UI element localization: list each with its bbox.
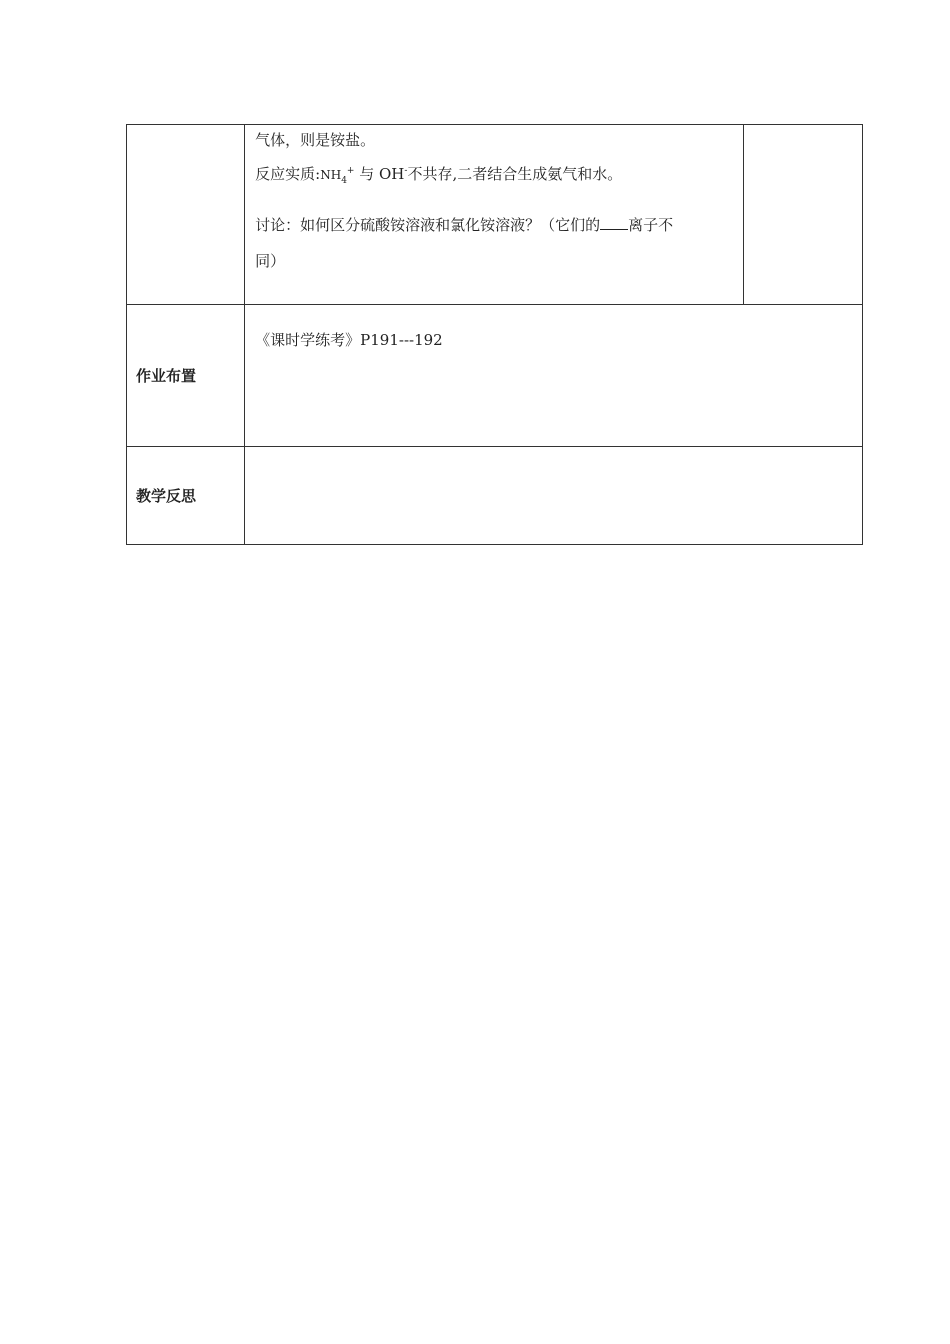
homework-content: 《课时学练考》P191---192 xyxy=(245,305,863,447)
discussion-suffix: 离子不 xyxy=(628,216,674,234)
content-cell-reaction xyxy=(245,125,744,305)
note-cell xyxy=(743,125,862,305)
table-row xyxy=(127,125,863,305)
text-line-discussion xyxy=(255,214,733,236)
discussion-prefix: 讨论：如何区分硫酸铵溶液和氯化铵溶液？（它们的 xyxy=(255,216,601,234)
ammonium-symbol: NH xyxy=(320,168,342,182)
text-line-reaction-essence xyxy=(255,163,733,186)
text-line-discussion-end: 同） xyxy=(255,252,286,270)
reaction-mid: 与 OH xyxy=(354,165,405,183)
lesson-plan-table xyxy=(126,124,863,545)
reaction-suffix: 不共存,二者结合生成氨气和水。 xyxy=(407,165,623,183)
table-row xyxy=(127,305,863,447)
reflection-content xyxy=(245,447,863,545)
row-label-empty xyxy=(127,125,245,305)
hydroxide-charge: - xyxy=(404,166,408,176)
ammonium-charge: + xyxy=(346,166,355,176)
table-row xyxy=(127,447,863,545)
text-line-ammonium-salt: 气体，则是铵盐。 xyxy=(255,131,376,149)
fill-in-blank xyxy=(600,215,628,230)
reaction-prefix: 反应实质: xyxy=(255,165,321,183)
label-homework: 作业布置 xyxy=(127,305,245,447)
label-reflection: 教学反思 xyxy=(127,447,245,545)
ammonium-subscript: 4 xyxy=(341,176,347,186)
